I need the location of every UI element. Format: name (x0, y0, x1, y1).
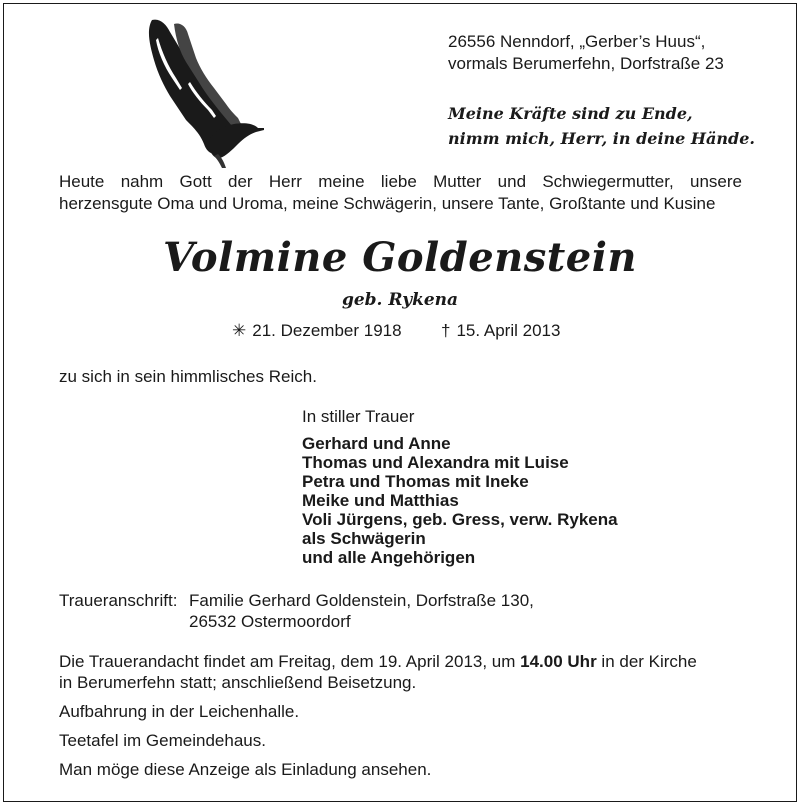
sender-address-line-1: 26556 Nenndorf, „Gerber’s Huus“, (448, 32, 706, 51)
birth-date: 21. Dezember 1918 (252, 321, 402, 340)
sender-address (448, 31, 724, 75)
death-date-line (441, 321, 560, 341)
note-line: Teetafel im Gemeindehaus. (59, 731, 266, 750)
intro-text (59, 171, 742, 215)
service-info (59, 651, 749, 788)
birth-star-icon: ✳ (232, 321, 247, 340)
service-text-3: in Berumerfehn statt; anschließend Beisetzung. (59, 673, 417, 692)
motto-line-1: Meine Kräfte sind zu Ende, (448, 104, 693, 123)
heaven-text: zu sich in sein himmlisches Reich. (59, 367, 317, 386)
death-date: 15. April 2013 (456, 321, 561, 340)
condolence-address-line-1: Familie Gerhard Goldenstein, Dorfstraße 130, (189, 591, 534, 610)
mourner-line: Meike und Matthias (302, 491, 459, 510)
birth-date-line (232, 321, 402, 341)
death-cross-icon: † (441, 321, 451, 340)
mourners-block (302, 407, 618, 567)
sender-address-line-2: vormals Berumerfehn, Dorfstraße 23 (448, 54, 724, 73)
motto-verse (448, 101, 755, 151)
condolence-address (59, 590, 534, 632)
service-time: 14.00 Uhr (520, 652, 597, 671)
motto-line-2: nimm mich, Herr, in deine Hände. (448, 129, 755, 148)
mourners-label: In stiller Trauer (302, 407, 415, 426)
service-text-2: in der Kirche (596, 652, 697, 671)
mourner-line: Voli Jürgens, geb. Gress, verw. Rykena (302, 510, 618, 529)
mourner-line: als Schwägerin (302, 529, 426, 548)
praying-hands-icon (130, 18, 270, 168)
intro-line-1: Heute nahm Gott der Herr meine liebe Mutter und Schwiegermutter, unsere (59, 172, 742, 191)
mourner-line: und alle Angehörigen (302, 548, 476, 567)
note-line: Man möge diese Anzeige als Einladung ansehen. (59, 760, 432, 779)
mourner-line: Gerhard und Anne (302, 434, 451, 453)
note-line: Aufbahrung in der Leichenhalle. (59, 702, 300, 721)
intro-line-2: herzensgute Oma und Uroma, meine Schwägerin, unsere Tante, Großtante und Kusine (59, 194, 716, 213)
service-paragraph (59, 651, 749, 693)
birth-name: geb. Rykena (341, 290, 459, 310)
condolence-address-line-2: 26532 Ostermoordorf (189, 612, 351, 631)
deceased-name: Volmine Goldenstein (163, 234, 637, 281)
mourner-line: Thomas und Alexandra mit Luise (302, 453, 569, 472)
mourner-line: Petra und Thomas mit Ineke (302, 472, 529, 491)
condolence-address-label: Traueranschrift: (59, 591, 178, 610)
service-text-1: Die Trauerandacht findet am Freitag, dem 19. April 2013, um (59, 652, 521, 671)
